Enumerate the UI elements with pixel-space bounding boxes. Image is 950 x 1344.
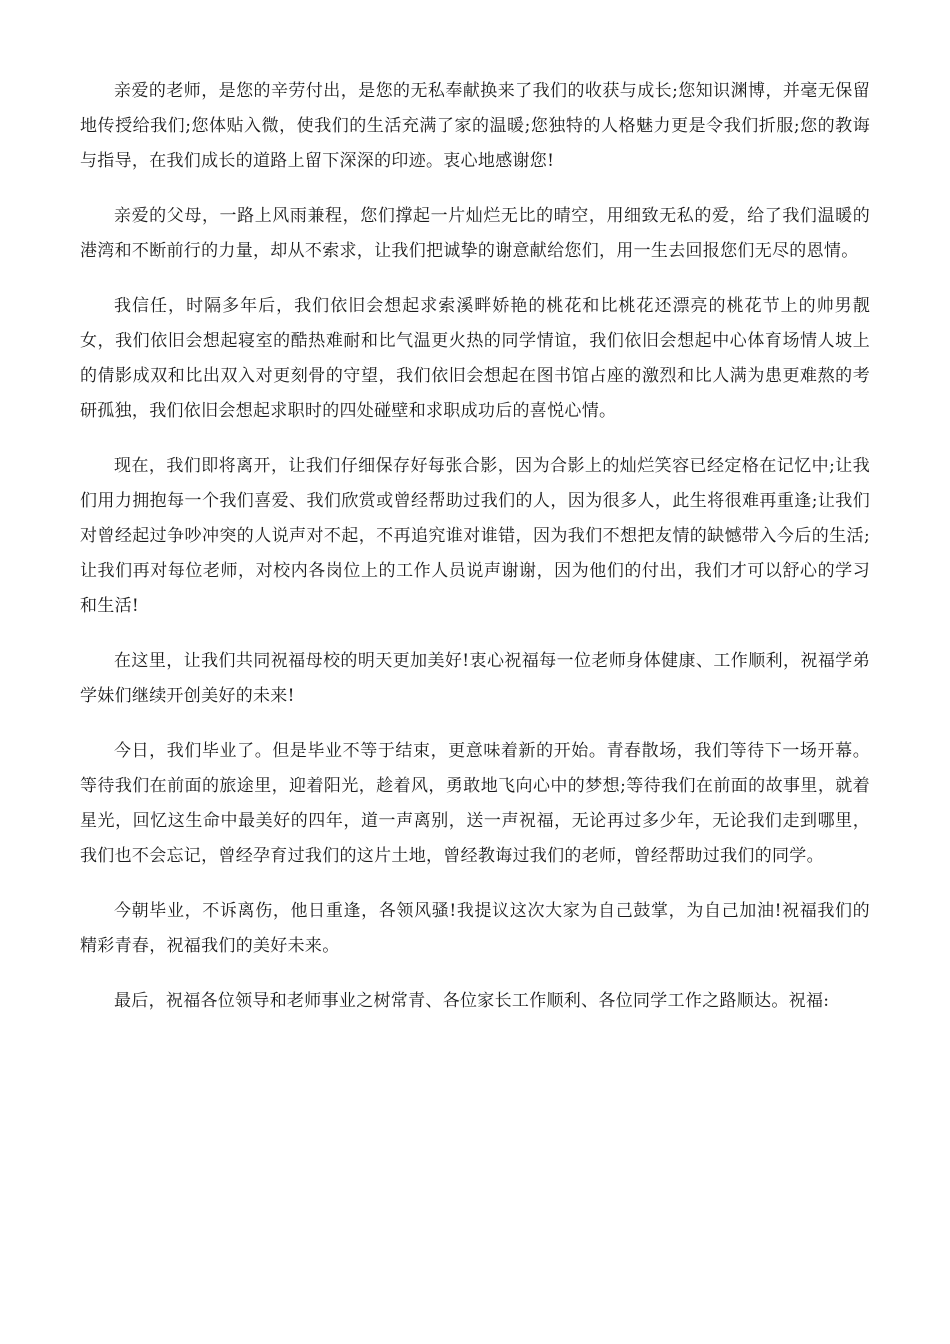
paragraph-thanks-teachers: 亲爱的老师，是您的辛劳付出，是您的无私奉献换来了我们的收获与成长;您知识渊博，并毫无保留地传授给我们;您体贴入微，使我们的生活充满了家的温暖;您独特的人格魅力更是令我们折服;您的教诲与指导，在我们成长的道路上留下深深的印迹。衷心地感谢您! (80, 81, 870, 171)
paragraph-memories: 我信任，时隔多年后，我们依旧会想起求索溪畔娇艳的桃花和比桃花还漂亮的桃花节上的帅男靓女，我们依旧会想起寝室的酷热难耐和比气温更火热的同学情谊，我们依旧会想起中心体育场情人坡上的倩影成双和比出双入对更刻骨的守望，我们依旧会想起在图书馆占座的激烈和比人满为患更难熬的考研孤独，我们依旧会想起求职时的四处碰壁和求职成功后的喜悦心情。 (80, 296, 870, 421)
paragraph-closing: 最后，祝福各位领导和老师事业之树常青、各位家长工作顺利、各位同学工作之路顺达。祝福: (114, 991, 830, 1011)
paragraph-applause: 今朝毕业，不诉离伤，他日重逢，各领风骚!我提议这次大家为自己鼓掌，为自己加油!祝福我们的精彩青春，祝福我们的美好未来。 (80, 901, 870, 956)
paragraph-farewell: 现在，我们即将离开，让我们仔细保存好每张合影，因为合影上的灿烂笑容已经定格在记忆中;让我们用力拥抱每一个我们喜爱、我们欣赏或曾经帮助过我们的人，因为很多人，此生将很难再重逢;让我们对曾经起过争吵冲突的人说声对不起，不再追究谁对谁错，因为我们不想把友情的缺憾带入今后的生活;让我们再对每位老师，对校内各岗位上的工作人员说声谢谢，因为他们的付出，我们才可以舒心的学习和生活! (80, 456, 870, 616)
paragraph-thanks-parents: 亲爱的父母，一路上风雨兼程，您们撑起一片灿烂无比的晴空，用细致无私的爱，给了我们温暖的港湾和不断前行的力量，却从不索求，让我们把诚挚的谢意献给您们，用一生去回报您们无尽的恩情。 (80, 206, 870, 261)
document-page (80, 74, 870, 1039)
paragraph-blessing-school: 在这里，让我们共同祝福母校的明天更加美好!衷心祝福每一位老师身体健康、工作顺利，祝福学弟学妹们继续开创美好的未来! (80, 651, 870, 706)
paragraph-graduation: 今日，我们毕业了。但是毕业不等于结束，更意味着新的开始。青春散场，我们等待下一场开幕。等待我们在前面的旅途里，迎着阳光，趁着风，勇敢地飞向心中的梦想;等待我们在前面的故事里，就着星光，回忆这生命中最美好的四年，道一声离别，送一声祝福，无论再过多少年，无论我们走到哪里，我们也不会忘记，曾经孕育过我们的这片土地，曾经教诲过我们的老师，曾经帮助过我们的同学。 (80, 741, 870, 866)
